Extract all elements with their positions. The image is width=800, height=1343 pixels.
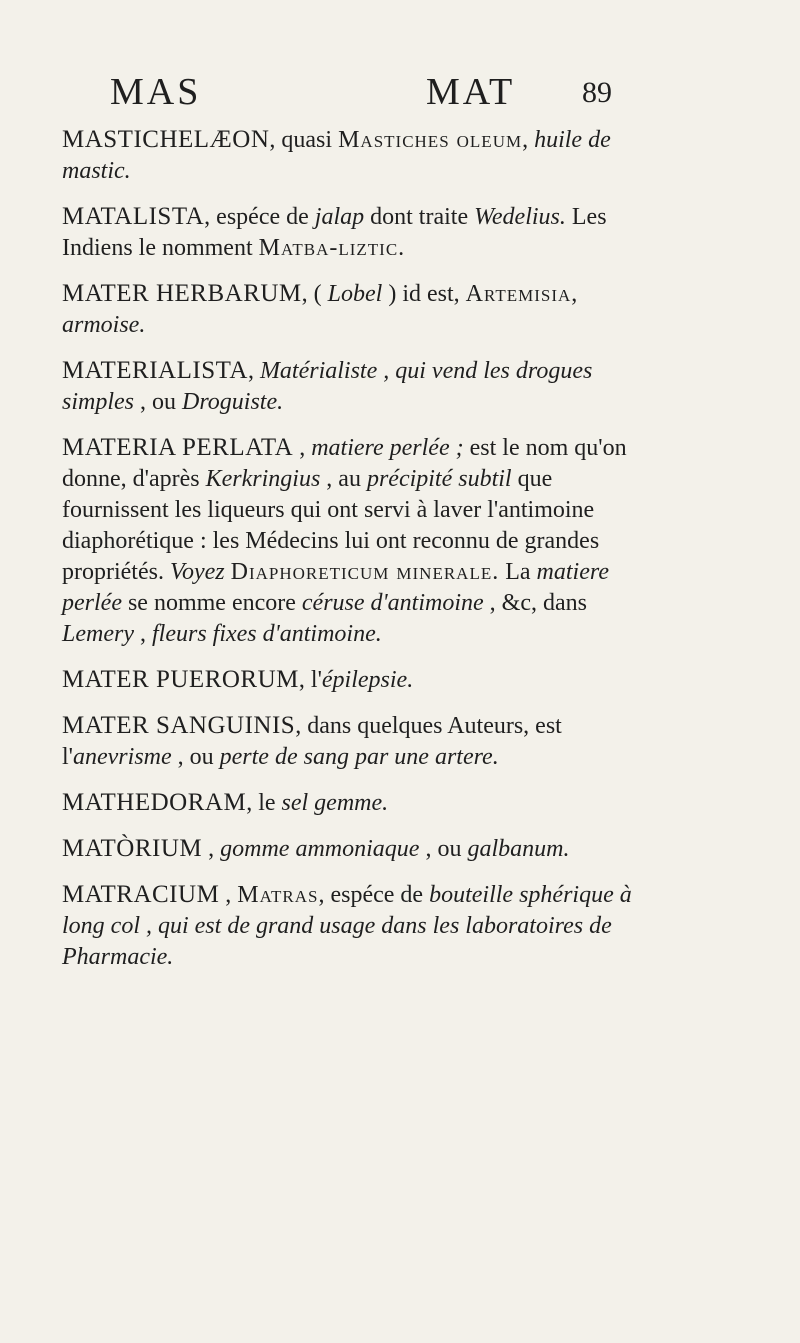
entry-small-caps-text: Mastiches oleum: [338, 127, 523, 153]
entry-italic-text: Kerkringius: [205, 466, 321, 492]
entry-text: , (: [301, 281, 328, 307]
entry-text: ,: [522, 127, 535, 153]
entry-text: , dans quelques Auteurs, est l': [62, 713, 562, 770]
entry-text: , espéce de: [318, 882, 430, 908]
entry-italic-text: Lobel: [327, 281, 383, 307]
entry-text: , le: [246, 790, 282, 816]
entry-headword: MATERIA PERLATA: [62, 434, 294, 461]
page-number: 89: [582, 76, 612, 109]
entry-text: , ou: [171, 744, 220, 770]
entry-small-caps-text: Matba-liztic.: [258, 235, 406, 261]
entry-italic-text: huile de mastic.: [62, 127, 611, 184]
entry-headword: MATALISTA: [62, 203, 205, 230]
entry-italic-text: épilepsie.: [321, 667, 414, 693]
entry-text: ,: [571, 281, 578, 307]
entry-text: dont traite: [364, 204, 475, 230]
entry-headword: MATRACIUM: [62, 881, 220, 908]
entry-italic-text: fleurs fixes d'antimoine.: [151, 621, 382, 647]
entry-italic-text: gomme ammoniaque: [220, 836, 420, 862]
entry-italic-text: perte de sang par une artere.: [219, 744, 499, 770]
entry-text: , au: [320, 466, 367, 492]
entry-headword: MASTICHELÆON: [62, 126, 270, 153]
entry-italic-text: jalap: [314, 204, 365, 230]
dictionary-entry: [62, 201, 642, 264]
entry-text: La: [499, 559, 537, 585]
dictionary-entry: [62, 355, 642, 418]
entry-text: , quasi: [269, 127, 339, 153]
dictionary-entry: [62, 710, 642, 773]
entry-italic-text: galbanum.: [467, 836, 570, 862]
entry-italic-text: bouteille sphérique à long col , qui est de grand usage dans les laboratoires de Pharmacie.: [62, 882, 632, 970]
entry-text: est le nom qu'on donne, d'après: [62, 435, 627, 492]
header-left-word: MAS: [110, 71, 202, 113]
entry-text: , espéce de: [204, 204, 315, 230]
entry-headword: MATER HERBARUM: [62, 280, 302, 307]
entry-text: que fournissent les liqueurs qui ont servi à laver l'antimoine diaphorétique : les Médecins lui ont reconnu de grandes propriétés.: [62, 466, 600, 585]
entry-text: , ou: [134, 389, 182, 415]
entry-headword: MATER SANGUINIS: [62, 712, 296, 739]
entry-headword: MATER PUERORUM: [62, 666, 299, 693]
entry-italic-text: Wedelius.: [474, 204, 566, 230]
entry-headword: MATÒRIUM: [62, 835, 203, 862]
dictionary-entry: [62, 787, 642, 819]
entry-text: , ou: [419, 836, 468, 862]
entry-text: ,: [219, 882, 238, 908]
entry-italic-text: armoise.: [62, 312, 146, 338]
entry-text: ,: [133, 621, 152, 647]
entry-text: ,: [247, 358, 260, 384]
entry-text: , l': [298, 667, 322, 693]
entry-small-caps-text: Artemisia: [465, 281, 572, 307]
entry-italic-text: Matérialiste , qui vend les drogues simples: [62, 358, 593, 415]
entry-italic-text: matiere perlée: [62, 559, 609, 616]
entry-text: se nomme encore: [121, 590, 302, 616]
entry-small-caps-text: Diaphoreticum minerale.: [230, 559, 500, 585]
entry-headword: MATERIALISTA: [62, 357, 248, 384]
dictionary-entry: [62, 833, 642, 865]
entry-text: Les Indiens le nomment: [62, 204, 607, 261]
entry-italic-text: Lemery: [62, 621, 134, 647]
dictionary-entries: [62, 124, 642, 987]
running-header: [62, 70, 662, 120]
entry-headword: MATHEDORAM: [62, 789, 247, 816]
entry-italic-text: Voyez: [169, 559, 225, 585]
dictionary-entry: [62, 278, 642, 341]
entry-text: ,: [293, 435, 312, 461]
entry-italic-text: anevrisme: [73, 744, 172, 770]
header-center-word: MAT: [426, 71, 516, 113]
dictionary-entry: [62, 879, 642, 973]
entry-text: ) id est,: [382, 281, 466, 307]
entry-italic-text: matiere perlée ;: [311, 435, 464, 461]
dictionary-entry: [62, 432, 642, 650]
entry-italic-text: précipité subtil: [366, 466, 512, 492]
entry-italic-text: sel gemme.: [281, 790, 389, 816]
entry-text: ,: [202, 836, 221, 862]
dictionary-entry: [62, 124, 642, 187]
entry-italic-text: céruse d'antimoine: [301, 590, 484, 616]
entry-small-caps-text: Matras: [237, 882, 319, 908]
dictionary-entry: [62, 664, 642, 696]
entry-text: , &c, dans: [483, 590, 587, 616]
entry-italic-text: Droguiste.: [182, 389, 284, 415]
